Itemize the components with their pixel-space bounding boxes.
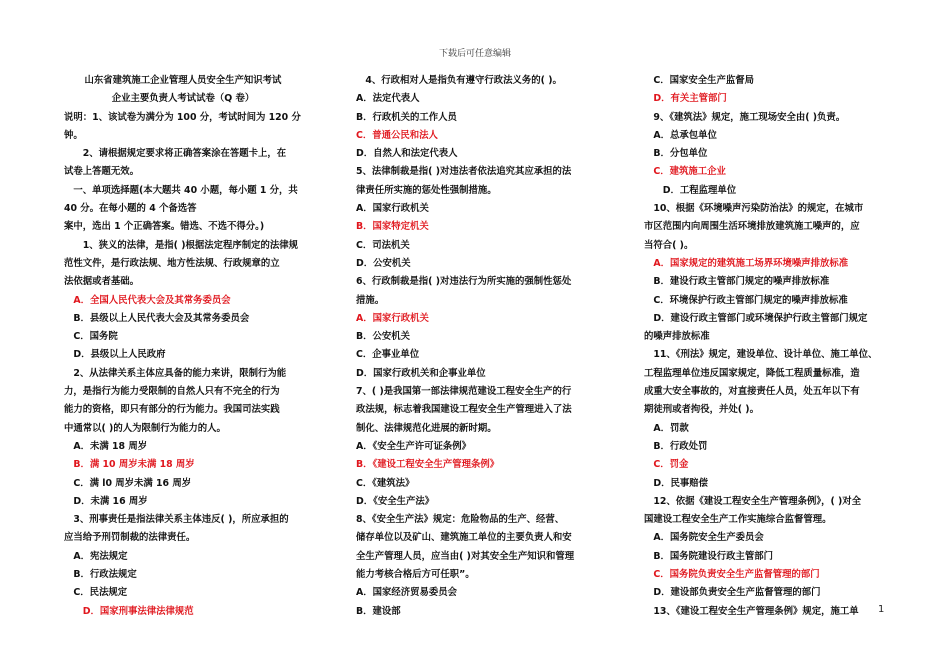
text-line: B．县级以上人民代表大会及其常务委员会 xyxy=(64,312,250,324)
text-line: D．国家行政机关和企事业单位 xyxy=(356,367,486,379)
text-line: A．《安全生产许可证条例》 xyxy=(356,440,472,452)
text-line: D．未满 16 周岁 xyxy=(64,495,148,507)
exam-column-2 xyxy=(356,72,588,621)
text-line: C．国务院 xyxy=(64,331,118,343)
text-line: A．宪法规定 xyxy=(64,550,128,562)
text-line: B．行政法规定 xyxy=(64,569,137,581)
text-line: C．环境保护行政主管部门规定的噪声排放标准 xyxy=(644,294,848,306)
text-line: C．满 l0 周岁未满 16 周岁 xyxy=(64,477,192,489)
text-line: D．《安全生产法》 xyxy=(356,495,435,507)
text-line: 范性文件，是行政法规、地方性法规、行政规章的立 xyxy=(64,257,280,269)
text-line: 1、狭义的法律，是指( )根据法定程序制定的法律规 xyxy=(64,239,298,251)
text-line: 钟。 xyxy=(64,129,83,141)
text-line: 5、法律制裁是指( )对违法者依法追究其应承担的法 xyxy=(356,166,572,178)
text-line: C．民法规定 xyxy=(64,587,128,599)
text-line: 7、( )是我国第一部法律规范建设工程安全生产的行 xyxy=(356,386,572,398)
text-line: 力，是指行为能力受限制的自然人只有不完全的行为 xyxy=(64,386,280,398)
text-line: 工程监理单位违反国家规定，降低工程质量标准，造 xyxy=(644,367,860,379)
text-line: 制化、法律规范化进展的新时期。 xyxy=(356,422,497,434)
text-line: C．《建筑法》 xyxy=(356,477,415,489)
text-line: 13、《建设工程安全生产管理条例》规定，施工单 xyxy=(644,605,859,617)
text-line: 试卷上答题无效。 xyxy=(64,166,140,178)
text-line: 市区范围内向周围生活环境排放建筑施工噪声的，应 xyxy=(644,221,860,233)
text-line: 2、请根据规定要求将正确答案涂在答题卡上，在 xyxy=(64,148,287,160)
text-line: D．自然人和法定代表人 xyxy=(356,148,458,160)
text-line: D．工程监理单位 xyxy=(644,184,737,196)
text-line: 律责任所实施的惩处性强制措施。 xyxy=(356,184,497,196)
answer-line: C．普通公民和法人 xyxy=(356,129,438,141)
text-line: 12、依据《建设工程安全生产管理条例》，( )对全 xyxy=(644,495,862,507)
answer-line: B．满 10 周岁未满 18 周岁 xyxy=(64,459,195,471)
answer-line: B．国家特定机关 xyxy=(356,221,429,233)
text-line: 10、根据《环境噪声污染防治法》的规定，在城市 xyxy=(644,203,864,215)
text-line: 法依据或者基础。 xyxy=(64,276,140,288)
text-line: B．行政处罚 xyxy=(644,440,708,452)
text-line: C．企事业单位 xyxy=(356,349,420,361)
answer-line: A．全国人民代表大会及其常务委员会 xyxy=(64,294,231,306)
exam-column-3 xyxy=(644,72,884,621)
text-line: 一、单项选择题(本大题共 40 小题，每小题 1 分，共 xyxy=(64,184,298,196)
text-line: B．分包单位 xyxy=(644,148,708,160)
text-line: 措施。 xyxy=(356,294,385,306)
text-line: 政法规，标志着我国建设工程安全生产管理进入了法 xyxy=(356,404,572,416)
text-line: 应当给予刑罚制裁的法律责任。 xyxy=(64,532,196,544)
text-line: 中通常以( )的人为限制行为能力的人。 xyxy=(64,422,226,434)
text-line: A．总承包单位 xyxy=(644,129,717,141)
text-line: 说明：1、该试卷为满分为 100 分，考试时间为 120 分 xyxy=(64,111,301,123)
text-line: 国建设工程安全生产工作实施综合监督管理。 xyxy=(644,514,832,526)
text-line: A．国家行政机关 xyxy=(356,203,429,215)
text-line: D．建设行政主管部门或环境保护行政主管部门规定 xyxy=(644,312,868,324)
page-header: 下载后可任意编辑 xyxy=(438,49,511,59)
text-line: 案中，选出 1 个正确答案。错选、不选不得分。) xyxy=(64,221,265,233)
text-line: 能力考核合格后方可任职”。 xyxy=(356,569,475,581)
text-line: 9、《建筑法》规定，施工现场安全由( )负责。 xyxy=(644,111,846,123)
text-line: A．法定代表人 xyxy=(356,93,420,105)
text-line: B．建设行政主管部门规定的噪声排放标准 xyxy=(644,276,830,288)
text-line: A．未满 18 周岁 xyxy=(64,440,148,452)
text-line: C．司法机关 xyxy=(356,239,410,251)
text-line: 2、从法律关系主体应具备的能力来讲，限制行为能 xyxy=(64,367,287,379)
text-line: 4、行政相对人是指负有遵守行政法义务的( )。 xyxy=(356,75,562,86)
answer-line: D．有关主管部门 xyxy=(644,93,727,105)
text-line: C．国家安全生产监督局 xyxy=(644,75,755,86)
answer-line: D．国家刑事法律法律规范 xyxy=(64,605,194,617)
text-line: 成重大安全事故的，对直接责任人员，处五年以下有 xyxy=(644,386,860,398)
text-line: 3、刑事责任是指法律关系主体违反( )，所应承担的 xyxy=(64,514,289,526)
text-line: B．国务院建设行政主管部门 xyxy=(644,550,774,562)
text-line: 期徒刑或者拘役，并处( )。 xyxy=(644,404,759,416)
text-line: 的噪声排放标准 xyxy=(644,331,710,343)
text-line: D．建设部负责安全生产监督管理的部门 xyxy=(644,587,821,599)
text-line: 11、《刑法》规定，建设单位、设计单位、施工单位、 xyxy=(644,349,878,361)
answer-line: B．《建设工程安全生产管理条例》 xyxy=(356,459,500,471)
exam-column-1 xyxy=(64,72,302,621)
answer-line: A．国家规定的建筑施工场界环境噪声排放标准 xyxy=(644,257,849,269)
text-line: A．国务院安全生产委员会 xyxy=(644,532,764,544)
answer-line: A．国家行政机关 xyxy=(356,312,429,324)
text-line: 能力的资格，即只有部分的行为能力。我国司法实践 xyxy=(64,404,280,416)
text-line: 当符合( )。 xyxy=(644,239,694,251)
page-number: 1 xyxy=(878,604,885,615)
text-line: D．县级以上人民政府 xyxy=(64,349,166,361)
text-line: B．公安机关 xyxy=(356,331,411,343)
text-line: D．公安机关 xyxy=(356,257,411,269)
text-line: A．罚款 xyxy=(644,422,689,434)
text-line: 40 分。在每小题的 4 个备选答 xyxy=(64,203,197,215)
text-line: 6、行政制裁是指( )对违法行为所实施的强制性惩处 xyxy=(356,276,572,288)
text-line: B．建设部 xyxy=(356,605,401,617)
text-line: 全生产管理人员，应当由( )对其安全生产知识和管理 xyxy=(356,550,575,562)
answer-line: C．罚金 xyxy=(644,459,689,471)
text-line: 企业主要负责人考试试卷（Q 卷） xyxy=(111,93,255,105)
text-line: 山东省建筑施工企业管理人员安全生产知识考试 xyxy=(84,75,282,86)
answer-line: C．建筑施工企业 xyxy=(644,166,726,178)
answer-line: C．国务院负责安全生产监督管理的部门 xyxy=(644,569,820,581)
text-line: B．行政机关的工作人员 xyxy=(356,111,457,123)
text-line: 8、《安全生产法》规定：危险物品的生产、经营、 xyxy=(356,514,565,526)
text-line: A．国家经济贸易委员会 xyxy=(356,587,458,599)
text-line: 储存单位以及矿山、建筑施工单位的主要负责人和安 xyxy=(356,532,572,544)
text-line: D．民事赔偿 xyxy=(644,477,709,489)
